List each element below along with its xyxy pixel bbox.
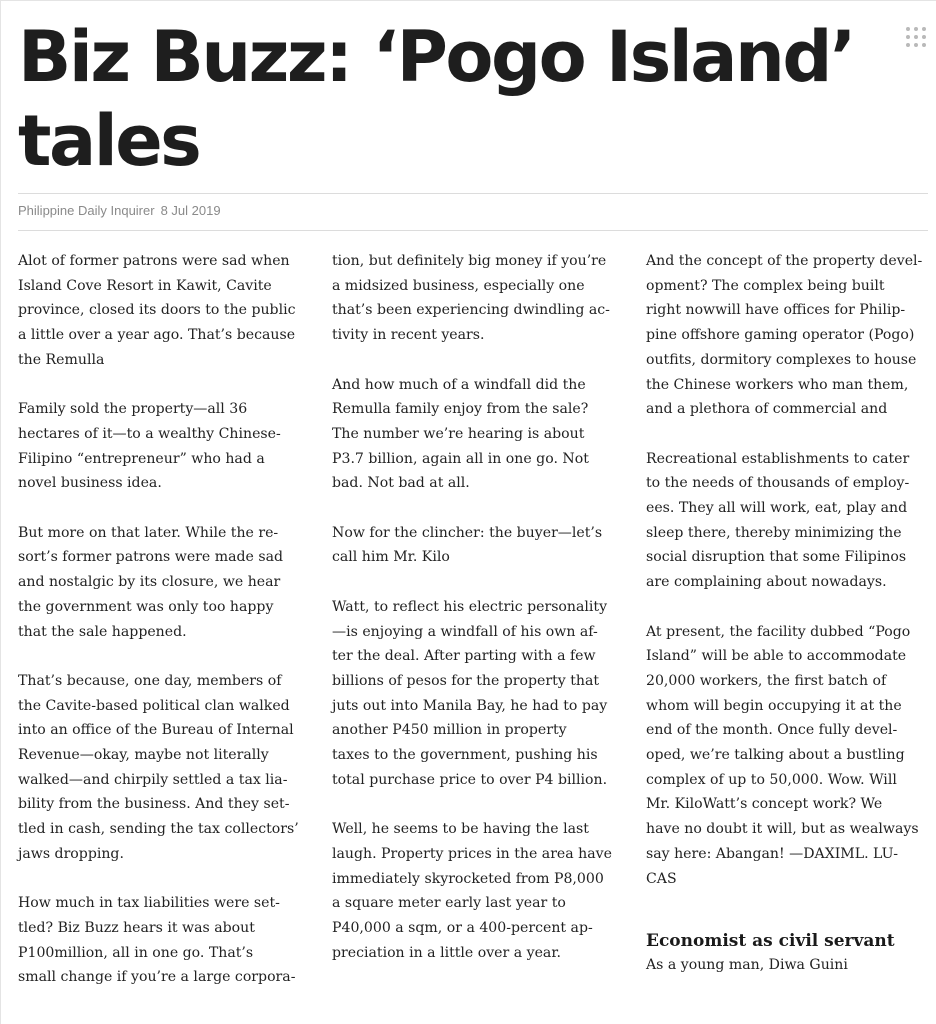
headline-line-1: Biz Buzz: ‘Pogo Island’: [18, 16, 855, 98]
paragraph-line: sort’s former patrons were made sad: [18, 549, 284, 566]
publication-name: Philippine Daily Inquirer: [18, 203, 155, 218]
paragraph-line: Recreational establishments to cater: [646, 450, 910, 467]
paragraph-line: the Chinese workers who man them,: [646, 376, 909, 393]
article-paragraph: [18, 669, 306, 867]
paragraph-line: oped, we’re talking about a bustling: [646, 747, 905, 764]
publication-date: 8 Jul 2019: [160, 203, 221, 218]
paragraph-line: novel business idea.: [18, 475, 162, 492]
paragraph-line: How much in tax liabilities were set-: [18, 895, 280, 912]
paragraph-line: say here: Abangan! —DAXIML. LU-: [646, 845, 899, 862]
paragraph-line: a little over a year ago. That’s because: [18, 327, 296, 344]
paragraph-line: But more on that later. While the re-: [18, 524, 279, 541]
paragraph-line: hectares of it—to a wealthy Chinese-: [18, 425, 281, 442]
article-column-1: [18, 249, 306, 1015]
article-paragraph: [332, 595, 620, 793]
paragraph-line: And how much of a windfall did the: [332, 376, 586, 393]
paragraph-line: Remulla family enjoy from the sale?: [332, 401, 589, 418]
paragraph-line: to the needs of thousands of employ-: [646, 475, 910, 492]
paragraph-line: At present, the facility dubbed “Pogo: [646, 623, 911, 640]
paragraph-line: billions of pesos for the property that: [332, 672, 600, 689]
headline-line-2: tales: [18, 100, 200, 182]
paragraph-line: walked—and chirpily settled a tax lia-: [18, 771, 288, 788]
paragraph-line: tivity in recent years.: [332, 327, 485, 344]
article-column-2: [332, 249, 620, 990]
paragraph-line: 20,000 workers, the first batch of: [646, 672, 887, 689]
divider-bottom: [18, 230, 928, 231]
paragraph-line: bad. Not bad at all.: [332, 475, 470, 492]
paragraph-line: The number we’re hearing is about: [332, 425, 585, 442]
paragraph-line: tled in cash, sending the tax collectors’: [18, 821, 299, 838]
paragraph-line: juts out into Manila Bay, he had to pay: [332, 697, 608, 714]
article-paragraph: [18, 521, 306, 645]
paragraph-line: total purchase price to over P4 billion.: [332, 771, 608, 788]
paragraph-line: right nowwill have offices for Philip-: [646, 302, 906, 319]
paragraph-line: sleep there, thereby minimizing the: [646, 524, 902, 541]
paragraph-line: the Remulla: [18, 351, 105, 368]
paragraph-line: whom will begin occupying it at the: [646, 697, 902, 714]
paragraph-line: into an office of the Bureau of Internal: [18, 722, 294, 739]
paragraph-line: Well, he seems to be having the last: [332, 821, 589, 838]
paragraph-line: ter the deal. After parting with a few: [332, 648, 596, 665]
paragraph-line: small change if you’re a large corpora-: [18, 969, 296, 986]
paragraph-line: tled? Biz Buzz hears it was about: [18, 919, 255, 936]
paragraph-line: that the sale happened.: [18, 623, 187, 640]
article-paragraph: [646, 620, 934, 892]
paragraph-line: opment? The complex being built: [646, 277, 885, 294]
paragraph-line: Watt, to reflect his electric personality: [332, 598, 608, 615]
paragraph-line: Mr. KiloWatt’s concept work? We: [646, 796, 883, 813]
paragraph-line: end of the month. Once fully devel-: [646, 722, 898, 739]
divider-top: [18, 193, 928, 194]
paragraph-line: immediately skyrocketed from P8,000: [332, 870, 604, 887]
paragraph-line: Now for the clincher: the buyer—let’s: [332, 524, 603, 541]
paragraph-line: Family sold the property—all 36: [18, 401, 248, 418]
paragraph-line: call him Mr. Kilo: [332, 549, 450, 566]
article-paragraph: [646, 249, 934, 422]
byline: [18, 203, 221, 219]
article-paragraph: [332, 373, 620, 497]
article-paragraph: [646, 447, 934, 595]
paragraph-line: P3.7 billion, again all in one go. Not: [332, 450, 589, 467]
paragraph-line: are complaining about nowadays.: [646, 574, 887, 591]
article-headline: [18, 15, 858, 183]
paragraph-line: tion, but definitely big money if you’re: [332, 253, 607, 269]
paragraph-line: and a plethora of commercial and: [646, 401, 888, 418]
paragraph-line: another P450 million in property: [332, 722, 567, 739]
column-3-body: [646, 249, 934, 891]
article-paragraph: [18, 397, 306, 496]
paragraph-line: Alot of former patrons were sad when: [18, 253, 290, 269]
article-paragraph: [332, 249, 620, 348]
paragraph-line: bility from the business. And they set-: [18, 796, 290, 813]
paragraph-line: Island Cove Resort in Kawit, Cavite: [18, 277, 272, 294]
paragraph-line: taxes to the government, pushing his: [332, 747, 598, 764]
paragraph-line: CAS: [646, 870, 677, 887]
article-paragraph: [332, 521, 620, 570]
paragraph-line: province, closed its doors to the public: [18, 302, 296, 319]
paragraph-line: Island” will be able to accommodate: [646, 648, 907, 665]
paragraph-line: Filipino “entrepreneur” who had a: [18, 450, 265, 467]
paragraph-line: And the concept of the property devel-: [646, 253, 923, 269]
paragraph-line: laugh. Property prices in the area have: [332, 845, 612, 862]
paragraph-line: social disruption that some Filipinos: [646, 549, 907, 566]
section-heading: Economist as civil servant: [646, 931, 895, 952]
paragraph-line: P100million, all in one go. That’s: [18, 944, 254, 961]
article-paragraph: [18, 891, 306, 990]
paragraph-line: preciation in a little over a year.: [332, 944, 561, 961]
grid-dots-icon[interactable]: [905, 26, 927, 48]
section-lead: As a young man, Diwa Guini: [646, 957, 848, 974]
paragraph-line: Revenue—okay, maybe not literally: [18, 747, 269, 764]
paragraph-line: P40,000 a sqm, or a 400-percent ap-: [332, 919, 593, 936]
paragraph-line: —is enjoying a windfall of his own af-: [332, 623, 598, 640]
paragraph-line: a midsized business, especially one: [332, 277, 585, 294]
article-column-3: [646, 249, 934, 977]
paragraph-line: outfits, dormitory complexes to house: [646, 351, 917, 368]
paragraph-line: the government was only too happy: [18, 598, 274, 615]
paragraph-line: a square meter early last year to: [332, 895, 566, 912]
paragraph-line: and nostalgic by its closure, we hear: [18, 574, 281, 591]
paragraph-line: the Cavite-based political clan walked: [18, 697, 290, 714]
paragraph-line: complex of up to 50,000. Wow. Will: [646, 771, 897, 788]
paragraph-line: that’s been experiencing dwindling ac-: [332, 302, 610, 319]
paragraph-line: have no doubt it will, but as wealways: [646, 821, 919, 838]
article-paragraph: [18, 249, 306, 373]
paragraph-line: jaws dropping.: [18, 845, 124, 862]
paragraph-line: That’s because, one day, members of: [18, 672, 282, 689]
paragraph-line: pine offshore gaming operator (Pogo): [646, 327, 915, 344]
paragraph-line: ees. They all will work, eat, play and: [646, 500, 908, 517]
article-paragraph: [332, 817, 620, 965]
